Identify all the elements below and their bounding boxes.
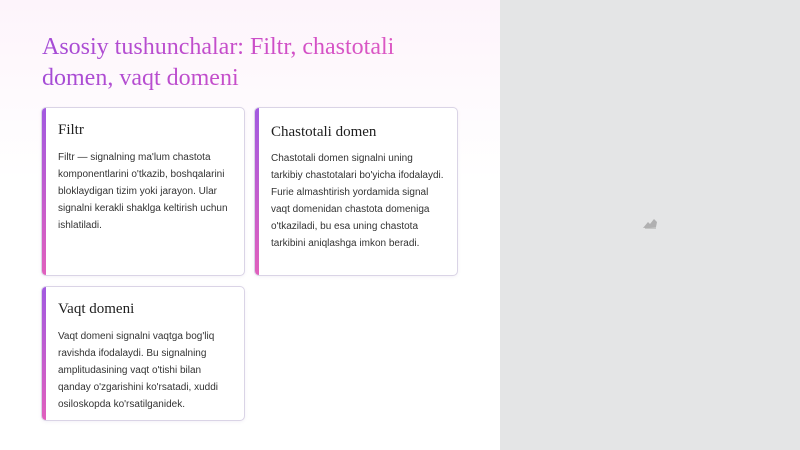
card-body: Vaqt domeni signalni vaqtga bog'liq ravishda ifodalaydi. Bu signalning amplitudasining vaqt o'tishi bilan qanday o'zgarishini ko'rsatadi, xuddi osiloskopda ko'rsatilganidek. [58,331,219,410]
card-title: Filtr [58,122,84,138]
card-chastotali-domen [254,107,458,276]
card-filtr [41,107,245,276]
slide-title: Asosiy tushunchalar: Filtr, chastotali domen, vaqt domeni [42,32,462,94]
card-title: Chastotali domen [271,124,377,140]
card-title: Vaqt domeni [58,301,135,317]
card-body: Filtr — signalning ma'lum chastota komponentlarini o'tkazib, boshqalarini bloklaydigan tizim yoki jarayon. Ular signalni kerakli shaklga keltirish uchun ishlatiladi. [58,152,228,231]
card-vaqt-domeni [41,286,245,421]
card-body: Chastotali domen signalni uning tarkibiy chastotalari bo'yicha ifodalaydi. Furie almashtirish yordamida signal vaqt domenidan chastota domeniga o'tkaziladi, bu esa uning chastota tarkibini aniqlashga imkon beradi. [271,153,444,249]
pointer-hand-icon [641,216,659,230]
